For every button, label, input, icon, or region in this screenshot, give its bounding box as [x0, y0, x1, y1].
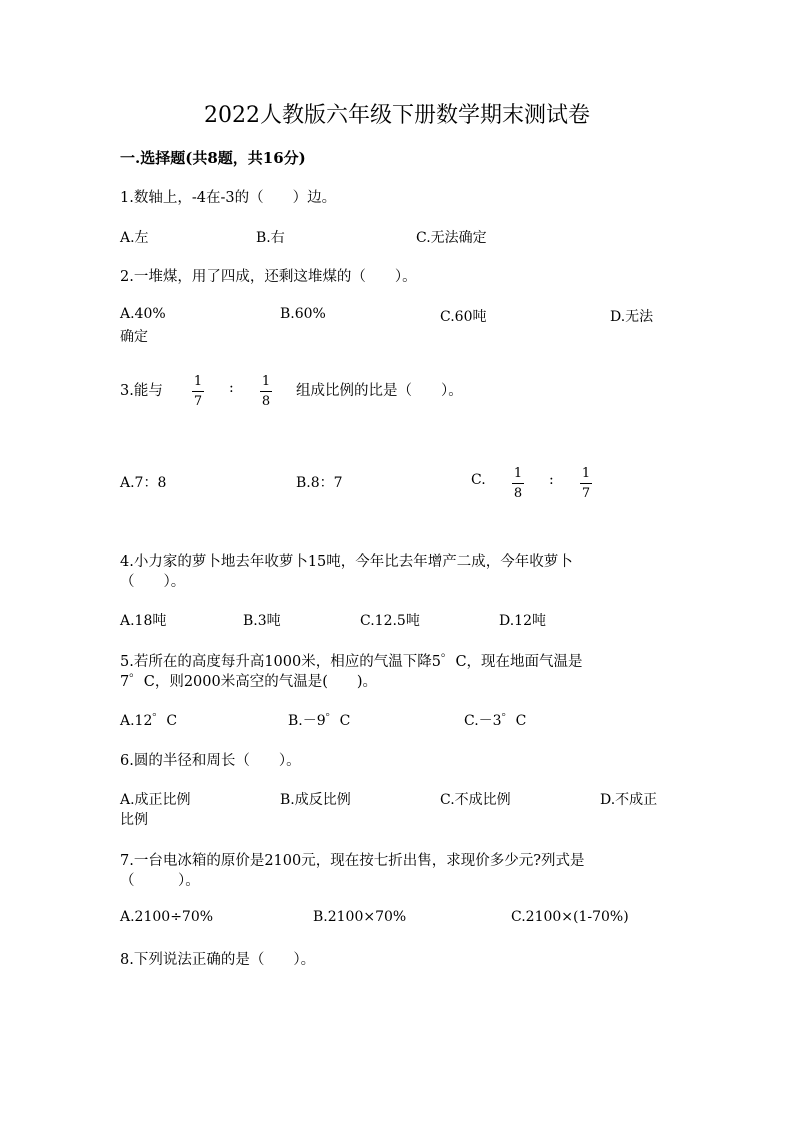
question-5-stem-line-1: 5.若所在的高度每升高1000米，相应的气温下降5゜C，现在地面气温是 [120, 654, 583, 670]
fraction-numerator: 1 [261, 374, 271, 389]
question-1-option-c: C.无法确定 [416, 230, 487, 246]
question-6-stem: 6.圆的半径和周长（ ）。 [120, 753, 301, 769]
question-4-option-c: C.12.5吨 [360, 613, 420, 629]
question-3-option-c-fraction-2 [580, 466, 592, 501]
question-5-stem-line-2: 7゜C，则2000米高空的气温是( )。 [120, 674, 378, 690]
question-2-option-d-cont: 确定 [120, 329, 148, 345]
question-2-option-d: D.无法 [610, 309, 654, 325]
question-2-option-c: C.60吨 [440, 309, 487, 325]
section-heading: 一.选择题(共8题，共16分) [120, 149, 306, 167]
fraction-denominator: 7 [193, 394, 203, 409]
fraction-denominator: 8 [261, 394, 271, 409]
question-2-option-b: B.60% [280, 306, 326, 322]
question-3-fraction-2 [260, 374, 272, 409]
question-4-option-b: B.3吨 [243, 613, 281, 629]
question-4-stem-line-1: 4.小力家的萝卜地去年收萝卜15吨，今年比去年增产二成，今年收萝卜 [120, 554, 573, 570]
fraction-bar [260, 391, 272, 392]
question-6-option-b: B.成反比例 [280, 792, 351, 808]
page-title: 2022人教版六年级下册数学期末测试卷 [204, 103, 590, 128]
fraction-denominator: 7 [581, 486, 591, 501]
question-3-option-c: C. [471, 472, 486, 488]
question-3-stem-pre: 3.能与 [120, 383, 163, 399]
question-3-option-a: A.7：8 [120, 475, 167, 491]
question-7-option-c: C.2100×(1-70%) [511, 909, 629, 925]
question-6-option-a: A.成正比例 [120, 792, 191, 808]
question-8-stem: 8.下列说法正确的是（ ）。 [120, 952, 316, 968]
question-3-option-b: B.8：7 [296, 475, 343, 491]
question-3-ratio-colon: : [229, 380, 234, 396]
question-1-option-a: A.左 [120, 230, 149, 246]
fraction-bar [192, 391, 204, 392]
question-4-option-a: A.18吨 [120, 613, 167, 629]
question-6-option-c: C.不成比例 [440, 792, 511, 808]
question-2-stem: 2.一堆煤，用了四成，还剩这堆煤的（ ）。 [120, 269, 417, 285]
fraction-numerator: 1 [193, 374, 203, 389]
fraction-bar [512, 483, 524, 484]
question-5-option-a: A.12゜C [120, 713, 178, 729]
question-3-option-c-colon: : [549, 472, 554, 488]
question-7-option-a: A.2100÷70% [120, 909, 214, 925]
question-5-option-b: B.－9゜C [288, 713, 351, 729]
fraction-numerator: 1 [581, 466, 591, 481]
question-4-stem-line-2: （ ）。 [120, 574, 186, 590]
question-3-stem-post: 组成比例的比是（ ）。 [296, 383, 463, 399]
question-1-option-b: B.右 [256, 230, 285, 246]
fraction-bar [580, 483, 592, 484]
question-3-fraction-1 [192, 374, 204, 409]
fraction-numerator: 1 [513, 466, 523, 481]
fraction-denominator: 8 [513, 486, 523, 501]
question-6-option-d-cont: 比例 [120, 812, 148, 828]
question-1-stem: 1.数轴上，-4在-3的（ ）边。 [120, 190, 337, 206]
question-7-option-b: B.2100×70% [313, 909, 407, 925]
question-5-option-c: C.－3゜C [464, 713, 527, 729]
question-7-stem-line-1: 7.一台电冰箱的原价是2100元，现在按七折出售，求现价多少元?列式是 [120, 853, 585, 869]
question-6-option-d: D.不成正 [600, 792, 658, 808]
question-2-option-a: A.40% [120, 306, 166, 322]
question-3-option-c-fraction-1 [512, 466, 524, 501]
question-4-option-d: D.12吨 [499, 613, 546, 629]
question-7-stem-line-2: （ ）。 [120, 873, 200, 889]
